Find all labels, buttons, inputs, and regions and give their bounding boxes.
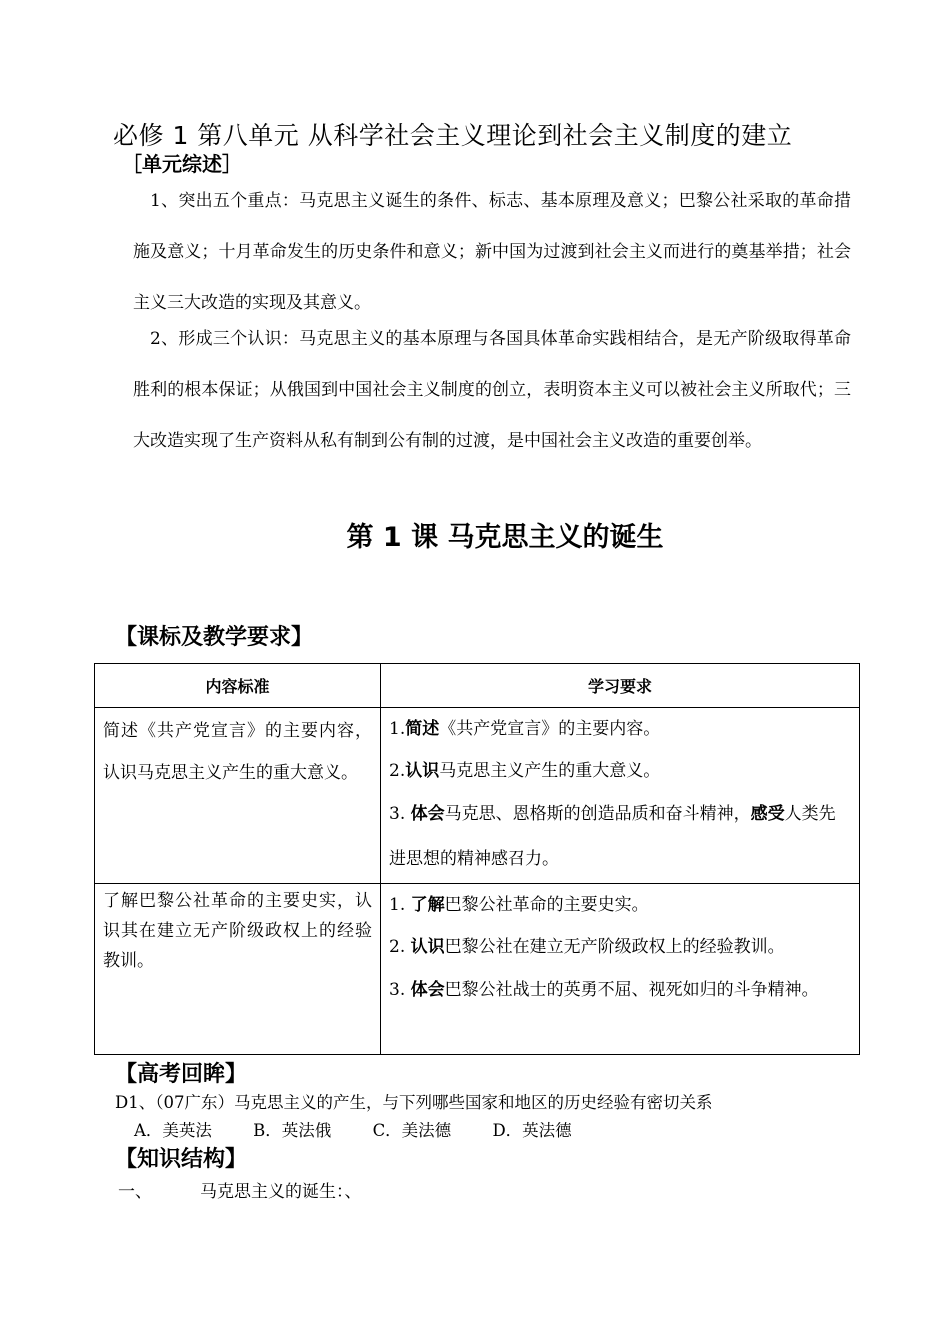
outline-item [118,1177,362,1202]
requirement-item: 3. 体会马克思、恩格斯的创造品质和奋斗精神，感受人类先进思想的精神感召力。 [389,804,836,869]
option-b: B．英法俄 [253,1121,332,1140]
table-row [95,708,860,884]
unit-point-1: 1、突出五个重点：马克思主义诞生的条件、标志、基本原理及意义；巴黎公社采取的革命措施及意义；十月革命发生的历史条件和意义；新中国为过渡到社会主义而进行的奠基举措；社会主义三大改造的实现及其意义。 [133,191,851,313]
column-header-requirements: 学习要求 [381,664,860,708]
option-d: D．英法德 [492,1121,572,1140]
exam-review-heading: 【高考回眸】 [115,1062,248,1087]
outline-text: 马克思主义的诞生：、 [200,1182,362,1202]
unit-title: 必修 1 第八单元 从科学社会主义理论到社会主义制度的建立 [113,121,793,150]
unit-summary-label: ［单元综述］ [122,152,242,176]
table-header-row [95,664,860,708]
standards-table [94,663,860,1055]
option-a: A．美英法 [134,1121,212,1140]
requirement-item: 2.认识马克思主义产生的重大意义。 [389,761,661,781]
requirement-item: 2. 认识巴黎公社在建立无产阶级政权上的经验教训。 [389,937,785,957]
content-standard-cell: 简述《共产党宣言》的主要内容，认识马克思主义产生的重大意义。 [95,708,381,884]
table-row [95,884,860,1055]
unit-point-2: 2、形成三个认识：马克思主义的基本原理与各国具体革命实践相结合，是无产阶级取得革命胜利的根本保证；从俄国到中国社会主义制度的创立，表明资本主义可以被社会主义所取代；三大改造实现了生产资料从私有制到公有制的过渡，是中国社会主义改造的重要创举。 [133,329,851,451]
knowledge-heading: 【知识结构】 [115,1147,248,1172]
outline-number: 一、 [118,1182,152,1202]
standards-heading: 【课标及教学要求】 [115,625,314,650]
exam-question: D1、（07广东）马克思主义的产生，与下列哪些国家和地区的历史经验有密切关系 [115,1093,713,1112]
option-c: C．美法德 [372,1121,452,1140]
lesson-title: 第 1 课 马克思主义的诞生 [346,522,664,553]
requirements-cell [381,708,860,884]
column-header-content: 内容标准 [95,664,381,708]
requirement-item: 3. 体会巴黎公社战士的英勇不屈、视死如归的斗争精神。 [389,980,819,1000]
requirement-item: 1. 了解巴黎公社革命的主要史实。 [389,895,649,915]
requirements-cell [381,884,860,1055]
content-standard-cell: 了解巴黎公社革命的主要史实，认识其在建立无产阶级政权上的经验教训。 [95,884,381,1055]
answer-options [134,1117,608,1141]
requirement-item: 1.简述《共产党宣言》的主要内容。 [389,719,661,739]
